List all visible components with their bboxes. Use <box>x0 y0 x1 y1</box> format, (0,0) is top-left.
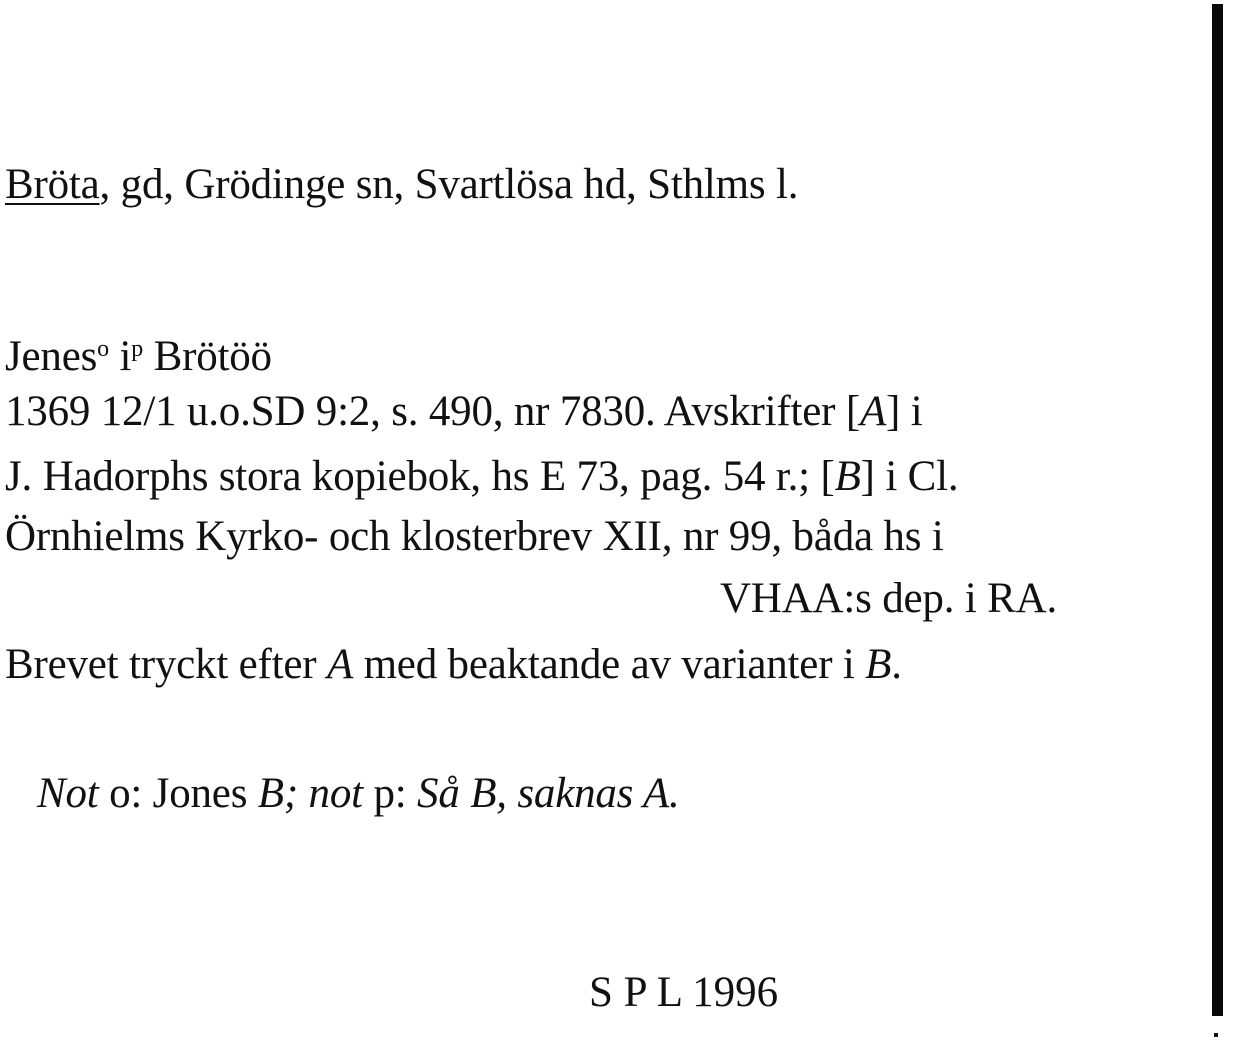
printing-ms-b: B <box>865 641 892 688</box>
entry-line <box>5 335 272 378</box>
scan-edge-dot <box>1214 1033 1218 1037</box>
entry-name: Jenes <box>5 333 98 380</box>
note-p-source: Så B, saknas A. <box>417 770 680 817</box>
entry-form: Brötöö <box>143 333 272 380</box>
place-name: Bröta <box>5 161 100 208</box>
place-description: , gd, Grödinge sn, Svartlösa hd, Sthlms l. <box>99 161 799 208</box>
manuscript-a-label: A <box>859 388 887 435</box>
source-line-2-text: J. Hadorphs stora kopiebok, hs E 73, pag. 54 r.; [ <box>5 453 835 500</box>
entry-preposition: i <box>108 333 132 380</box>
note-o-text: o: Jones <box>98 770 258 817</box>
manuscript-b-label: B <box>834 453 861 500</box>
source-line-1-text: 1369 12/1 u.o.SD 9:2, s. 490, nr 7830. Avskrifter [ <box>5 388 860 435</box>
printing-ms-a: A <box>326 641 354 688</box>
source-line-4: VHAA:s dep. i RA. <box>720 575 1058 622</box>
note-p-text: p: <box>362 770 418 817</box>
source-line-1-end: ] i <box>886 388 923 435</box>
source-line-2 <box>5 455 958 498</box>
signature: S P L 1996 <box>589 969 779 1016</box>
source-line-2-end: ] i Cl. <box>860 453 959 500</box>
notes-line <box>37 772 680 815</box>
printing-text: Brevet tryckt efter <box>5 641 327 688</box>
note-marker-p: p <box>131 336 144 362</box>
note-o-source: B; not <box>257 770 363 817</box>
source-line-1 <box>5 390 922 433</box>
scan-edge-bar <box>1212 4 1223 1016</box>
note-marker-o: o <box>97 336 109 362</box>
printing-text-end: . <box>891 641 902 688</box>
printing-line <box>5 643 902 686</box>
header-line <box>5 163 798 206</box>
printing-text-mid: med beaktande av varianter i <box>353 641 866 688</box>
note-label: Not <box>37 770 99 817</box>
source-line-3: Örnhielms Kyrko- och klosterbrev XII, nr 99, båda hs i <box>5 513 944 560</box>
